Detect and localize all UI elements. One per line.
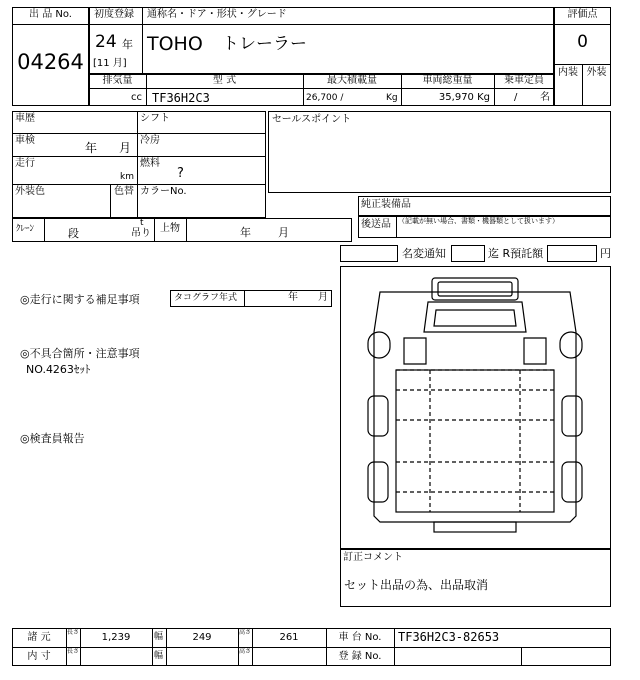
width-value: 249 (192, 632, 212, 643)
ac-label: 冷房 (140, 135, 160, 146)
length-value: 1,239 (101, 632, 131, 643)
interior-label: 内装 (558, 67, 578, 78)
comment-text: セット出品の為、出品取消 (344, 578, 489, 592)
gross-weight-value: 35,970 Kg (438, 92, 490, 103)
defect-notes-text: NO.4263ｾｯﾄ (26, 363, 91, 376)
chassis-label: 車 台 No. (338, 632, 382, 643)
crane-row (12, 218, 352, 242)
height-value: 261 (279, 632, 299, 643)
model-code-label: 型 式 (212, 75, 237, 86)
displacement-label: 排気量 (102, 75, 133, 86)
shipping-label: 後送品 (361, 219, 391, 230)
name-change-deadline-input (451, 245, 485, 262)
crane-stage-unit: 段 (68, 227, 79, 240)
mileage-unit: km (120, 172, 134, 182)
history-label: 車歴 (15, 113, 35, 124)
tachograph-label: タコグラフ年式 (174, 293, 238, 303)
vehicle-model-name: トレーラー (222, 34, 307, 54)
model-code: TF36H2C3 (152, 91, 210, 105)
tachograph-year-unit: 年 (288, 292, 298, 303)
mount-month-unit: 月 (278, 226, 289, 239)
deposit-input (547, 245, 597, 262)
mount-year-unit: 年 (240, 226, 251, 239)
crane-ton-unit: t (140, 218, 144, 228)
vehicle-diagram (340, 266, 611, 549)
max-load-label: 最大積載量 (327, 75, 377, 86)
crane-label: ｸﾚｰﾝ (16, 224, 35, 234)
deposit-label: 迄 R預託額 (488, 247, 544, 260)
yen-unit: 円 (600, 247, 611, 260)
capacity-unit: 名 (540, 92, 550, 103)
shipping-note: （記載が無い場合、書類・機器類として扱います） (398, 217, 559, 225)
exterior-label: 外装 (586, 67, 607, 78)
inspection-label: 車検 (15, 135, 35, 146)
first-registration-month: [11 月] (93, 58, 127, 69)
tachograph-month-unit: 月 (318, 292, 328, 303)
inner-height-label: 高さ (239, 648, 252, 655)
details-box (12, 111, 266, 218)
genuine-equipment-label: 純正装備品 (361, 199, 411, 210)
name-change-input (340, 245, 398, 262)
vehicle-name-label: 通称名・ドア・形状・グレード (147, 9, 287, 20)
capacity-value: / (514, 92, 518, 103)
max-load-value: 26,700 / (306, 93, 344, 103)
chassis-number: TF36H2C3-82653 (398, 630, 500, 644)
comment-label: 訂正コメント (343, 552, 403, 563)
gross-weight-label: 車両総重量 (422, 75, 473, 86)
sales-point-label: セールスポイント (272, 114, 352, 125)
width-label: 幅 (154, 632, 164, 642)
inner-dimensions-label: 内 寸 (27, 651, 51, 662)
length-label: 長さ (67, 629, 80, 636)
displacement-unit: cc (131, 92, 142, 103)
crane-hook-unit: 吊り (131, 228, 151, 239)
driving-remarks-label: ◎走行に関する補足事項 (20, 293, 140, 306)
mount-label: 上物 (160, 223, 180, 234)
fuel-label: 燃料 (140, 158, 160, 169)
inspection-year-unit: 年 (85, 141, 98, 155)
lot-number: 04264 (17, 50, 84, 74)
name-change-label: 名変通知 (402, 247, 446, 260)
evaluation-label: 評価点 (567, 9, 598, 20)
max-load-unit: Kg (386, 93, 398, 103)
defect-notes-label: ◎不具合箇所・注意事項 (20, 347, 140, 360)
dimensions-label: 諸 元 (27, 632, 51, 643)
fuel-value: ? (177, 166, 184, 181)
vehicle-maker: TOHO (147, 33, 203, 55)
inspector-report-label: ◎検査員報告 (20, 432, 85, 445)
shift-label: シフト (140, 113, 170, 124)
registration-label: 登 録 No. (338, 651, 382, 662)
evaluation-score: 0 (577, 32, 588, 52)
inspection-month-unit: 月 (119, 141, 132, 155)
first-registration-year: 24 (95, 32, 117, 52)
inner-width-label: 幅 (154, 651, 164, 661)
exterior-color-label: 外装色 (15, 186, 45, 197)
mileage-label: 走行 (15, 158, 35, 169)
first-registration-year-unit: 年 (122, 38, 133, 51)
lot-label: 出 品 No. (29, 9, 72, 20)
color-swap-label: 色替 (114, 186, 134, 197)
capacity-label: 乗車定員 (504, 75, 544, 86)
color-number-label: カラーNo. (140, 186, 187, 197)
height-label: 高さ (239, 629, 252, 636)
inner-length-label: 長さ (67, 648, 80, 655)
first-registration-label: 初度登録 (94, 9, 134, 20)
